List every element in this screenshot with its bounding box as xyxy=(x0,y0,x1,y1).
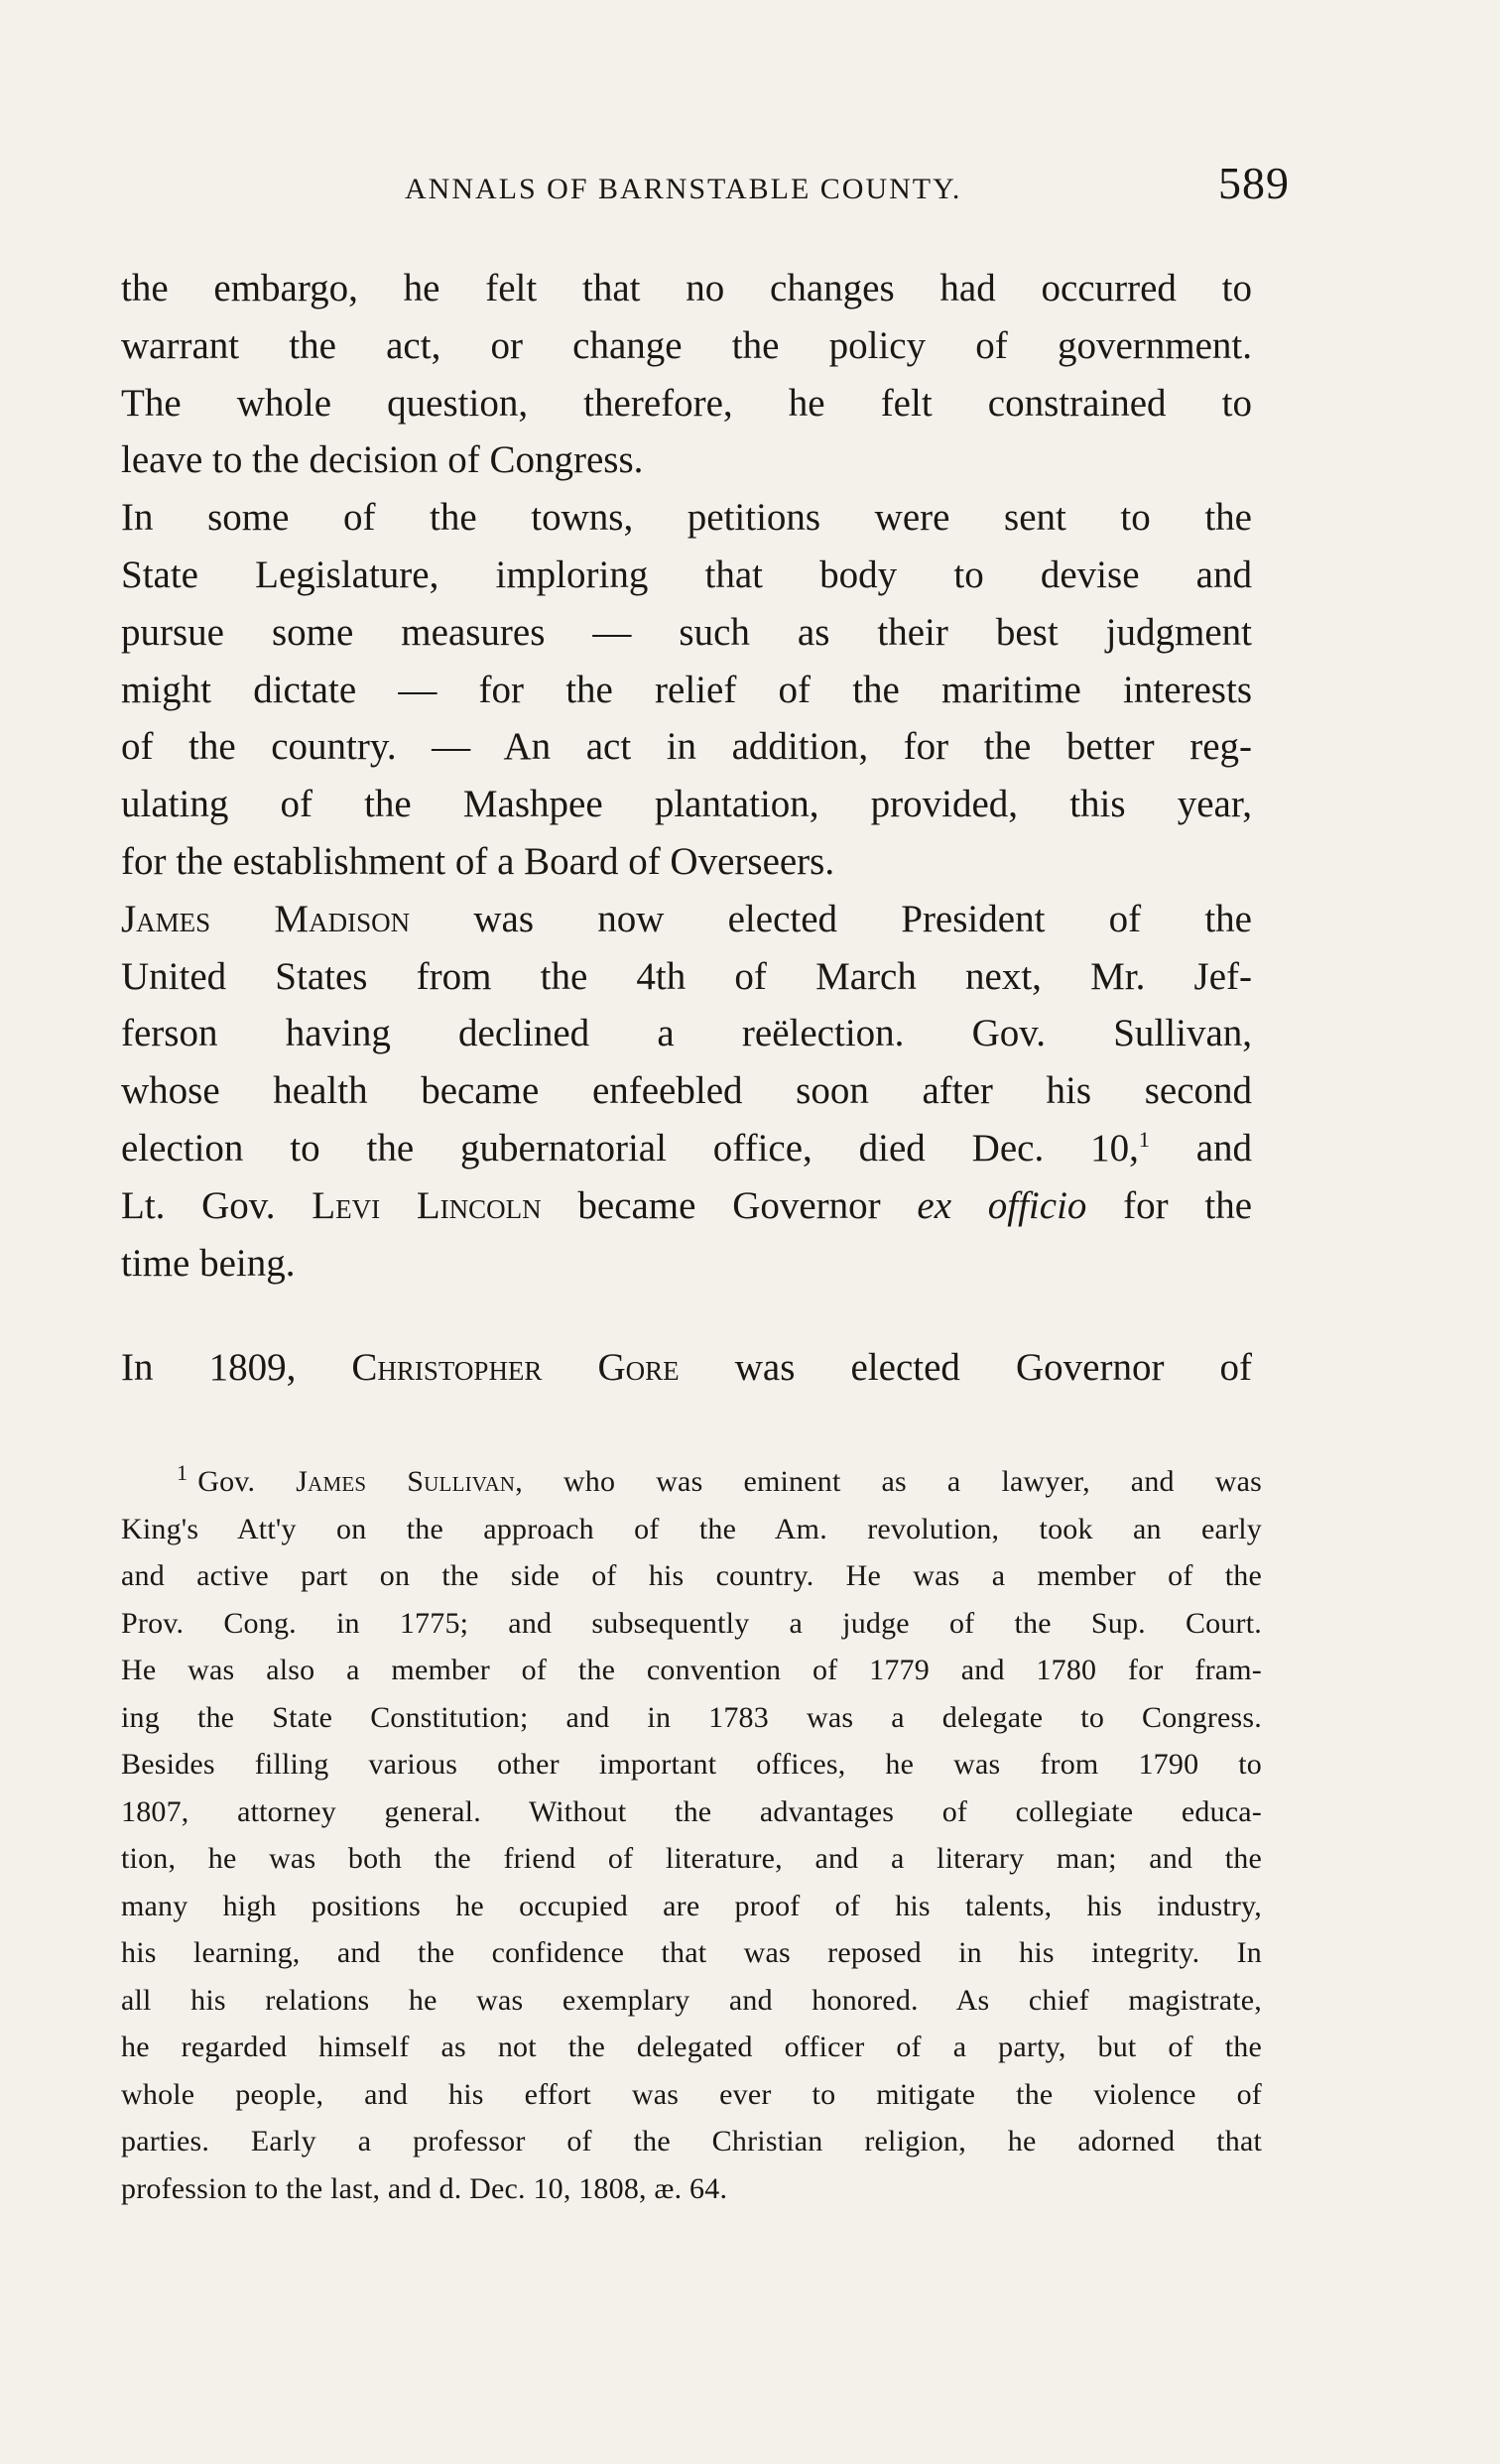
footnote-mark: 1 xyxy=(177,1460,188,1485)
text-line: In some of the towns, petitions were sent to the xyxy=(121,496,1252,540)
paragraph-embargo xyxy=(121,260,1252,489)
latin-phrase: ex officio xyxy=(917,1183,1087,1227)
section-gap xyxy=(121,1292,1252,1339)
text-line xyxy=(121,1339,1252,1397)
paragraph-madison xyxy=(121,891,1252,1293)
footnote-line: tion, he was both the friend of literature, and a literary man; and the xyxy=(121,1842,1262,1875)
text-line: the embargo, he felt that no changes had occurred to xyxy=(121,267,1252,309)
text-line: ferson having declined a reëlection. Gov. Sullivan, xyxy=(121,1012,1252,1055)
footnote-line: and active part on the side of his country. He was a member of the xyxy=(121,1559,1262,1592)
text-line xyxy=(121,1177,1252,1235)
person-name: James Sullivan xyxy=(296,1465,516,1498)
body-text xyxy=(121,260,1252,1397)
text-line: warrant the act, or change the policy of government. xyxy=(121,323,1252,367)
text-run: became Governor xyxy=(541,1183,918,1227)
text-line: ulating of the Mashpee plantation, provided, this year, xyxy=(121,783,1252,826)
text-line: of the country. — An act in addition, for the better reg- xyxy=(121,725,1252,769)
text-line: whose health became enfeebled soon after his second xyxy=(121,1069,1252,1113)
text-run: , who was eminent as a lawyer, and was xyxy=(515,1465,1263,1498)
running-head xyxy=(121,157,1292,216)
footnote-line: King's Att'y on the approach of the Am. revolution, took an early xyxy=(121,1512,1262,1545)
footnote-line: whole people, and his effort was ever to mitigate the violence of xyxy=(121,2077,1262,2111)
text-run: Lt. Gov. xyxy=(121,1183,312,1227)
paragraph-1809 xyxy=(121,1339,1252,1397)
text-line xyxy=(121,1120,1252,1177)
text-line: time being. xyxy=(121,1241,296,1285)
paragraph-petitions xyxy=(121,489,1252,891)
page-number: 589 xyxy=(1218,158,1290,208)
text-run: and xyxy=(1149,1126,1253,1170)
footnote-line: Besides filling various other important offices, he was from 1790 to xyxy=(121,1748,1262,1781)
footnote-line: He was also a member of the convention of 1779 and 1780 for fram- xyxy=(121,1654,1262,1686)
person-name: James Madison xyxy=(121,897,411,940)
text-line: State Legislature, imploring that body to devise and xyxy=(121,553,1252,596)
text-line: United States from the 4th of March next, Mr. Jef- xyxy=(121,954,1252,998)
text-run: election to the gubernatorial office, died Dec. 10, xyxy=(121,1126,1139,1170)
footnote-line: he regarded himself as not the delegated officer of a party, but of the xyxy=(121,2031,1262,2063)
running-title: ANNALS OF BARNSTABLE COUNTY. xyxy=(405,173,962,205)
footnote-line: his learning, and the confidence that was reposed in his integrity. In xyxy=(121,1936,1262,1969)
text-line: The whole question, therefore, he felt constrained to xyxy=(121,381,1252,425)
text-run: Gov. xyxy=(197,1465,297,1498)
text-run: was now elected President of the xyxy=(410,897,1252,940)
text-line xyxy=(121,891,1252,948)
footnote-line: ing the State Constitution; and in 1783 was a delegate to Congress. xyxy=(121,1700,1262,1734)
footnote-line: Prov. Cong. in 1775; and subsequently a judge of the Sup. Court. xyxy=(121,1606,1262,1640)
text-line: for the establishment of a Board of Overseers. xyxy=(121,839,835,883)
text-line: pursue some measures — such as their best judgment xyxy=(121,610,1252,654)
text-line: leave to the decision of Congress. xyxy=(121,438,644,482)
text-run: was elected Governor of xyxy=(679,1346,1252,1390)
footnote-line: many high positions he occupied are proof of his talents, his industry, xyxy=(121,1889,1262,1922)
footnote-reference: 1 xyxy=(1138,1126,1150,1152)
footnote-line: all his relations he was exemplary and honored. As chief magistrate, xyxy=(121,1983,1262,2017)
person-name: Christopher Gore xyxy=(351,1346,680,1390)
footnote xyxy=(121,1458,1262,2212)
text-run: for the xyxy=(1086,1183,1253,1227)
text-run: In 1809, xyxy=(121,1346,352,1390)
footnote-line: profession to the last, and d. Dec. 10, 1808, æ. 64. xyxy=(121,2171,728,2205)
text-line: might dictate — for the relief of the maritime interests xyxy=(121,668,1252,711)
footnote-line xyxy=(121,1458,1262,1506)
footnote-line: 1807, attorney general. Without the advantages of collegiate educa- xyxy=(121,1794,1262,1828)
person-name: Levi Lincoln xyxy=(312,1183,542,1227)
footnote-line: parties. Early a professor of the Christian religion, he adorned that xyxy=(121,2125,1262,2157)
